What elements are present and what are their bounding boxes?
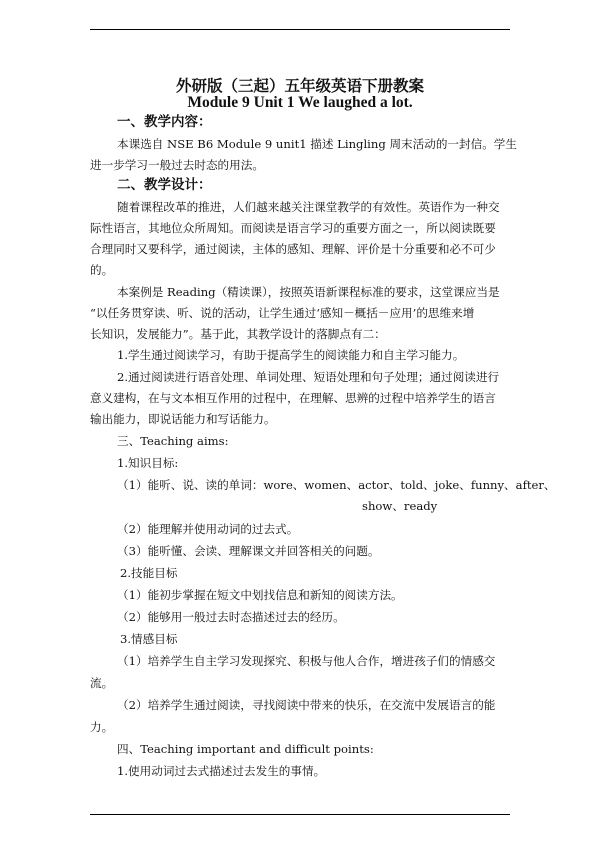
design-point: 输出能力，即说话能力和写话能力。: [90, 412, 276, 426]
key-point-item: 1.使用动词过去式描述过去发生的事情。: [117, 764, 326, 778]
design-point: 意义建构，在与文本相互作用的过程中，在理解、思辨的过程中培养学生的语言: [90, 391, 496, 405]
aim-item: （3）能听懂、会读、理解课文并回答相关的问题。: [117, 544, 380, 558]
section-heading-points: 四、Teaching important and difficult points:: [117, 742, 374, 756]
design-point: 1.学生通过阅读学习，有助于提高学生的阅读能力和自主学习能力。: [117, 348, 465, 362]
aim-item: （1）培养学生自主学习发现探究、积极与他人合作，增进孩子们的情感交: [117, 654, 496, 668]
document-subtitle: Module 9 Unit 1 We laughed a lot.: [187, 94, 413, 111]
paragraph-line: 本课选自 NSE B6 Module 9 unit1 描述 Lingling 周末活动的一封信。学生: [117, 137, 517, 151]
aim-item: 流。: [90, 676, 114, 690]
aim-item: show、ready: [362, 499, 438, 513]
paragraph-line: “以任务贯穿读、听、说的活动，让学生通过‘感知－概括－应用’的思维来增: [90, 306, 475, 320]
section-heading-aims: 三、Teaching aims:: [117, 434, 229, 448]
aim-item: （1）能初步掌握在短文中划找信息和新知的阅读方法。: [117, 588, 403, 602]
paragraph-line: 的。: [90, 263, 114, 277]
paragraph-line: 长知识，发展能力”。基于此，其教学设计的落脚点有二：: [90, 327, 386, 341]
design-point: 2.通过阅读进行语音处理、单词处理、短语处理和句子处理；通过阅读进行: [117, 370, 500, 384]
aim-item: （2）能够用一般过去时态描述过去的经历。: [117, 610, 345, 624]
aim-category-label: 3.情感目标: [120, 632, 178, 646]
document-title: 外研版（三起）五年级英语下册教案: [175, 76, 424, 95]
aim-item: （1）能听、说、读的单词：wore、women、actor、told、joke、funny、after、: [117, 478, 556, 492]
aim-item: 力。: [90, 720, 114, 734]
paragraph-line: 进一步学习一般过去时态的用法。: [90, 158, 264, 172]
header-rule: [90, 29, 510, 30]
section-heading-design: 二、教学设计：: [117, 177, 212, 193]
paragraph-line: 合理同时又要科学，通过阅读，主体的感知、理解、评价是十分重要和必不可少: [90, 242, 496, 256]
paragraph-line: 际性语言，其地位众所周知。而阅读是语言学习的重要方面之一，所以阅读既要: [90, 221, 496, 235]
paragraph-line: 随着课程改革的推进，人们越来越关注课堂教学的有效性。英语作为一种交: [117, 200, 500, 214]
section-heading-content: 一、教学内容：: [117, 114, 212, 130]
footer-rule: [90, 814, 510, 815]
aim-item: （2）能理解并使用动词的过去式。: [117, 522, 299, 536]
aim-category-label: 1.知识目标:: [117, 456, 179, 470]
aim-category-label: 2.技能目标: [120, 566, 178, 580]
aim-item: （2）培养学生通过阅读，寻找阅读中带来的快乐，在交流中发展语言的能: [117, 698, 496, 712]
paragraph-line: 本案例是 Reading（精读课），按照英语新课程标准的要求，这堂课应当是: [117, 285, 500, 299]
